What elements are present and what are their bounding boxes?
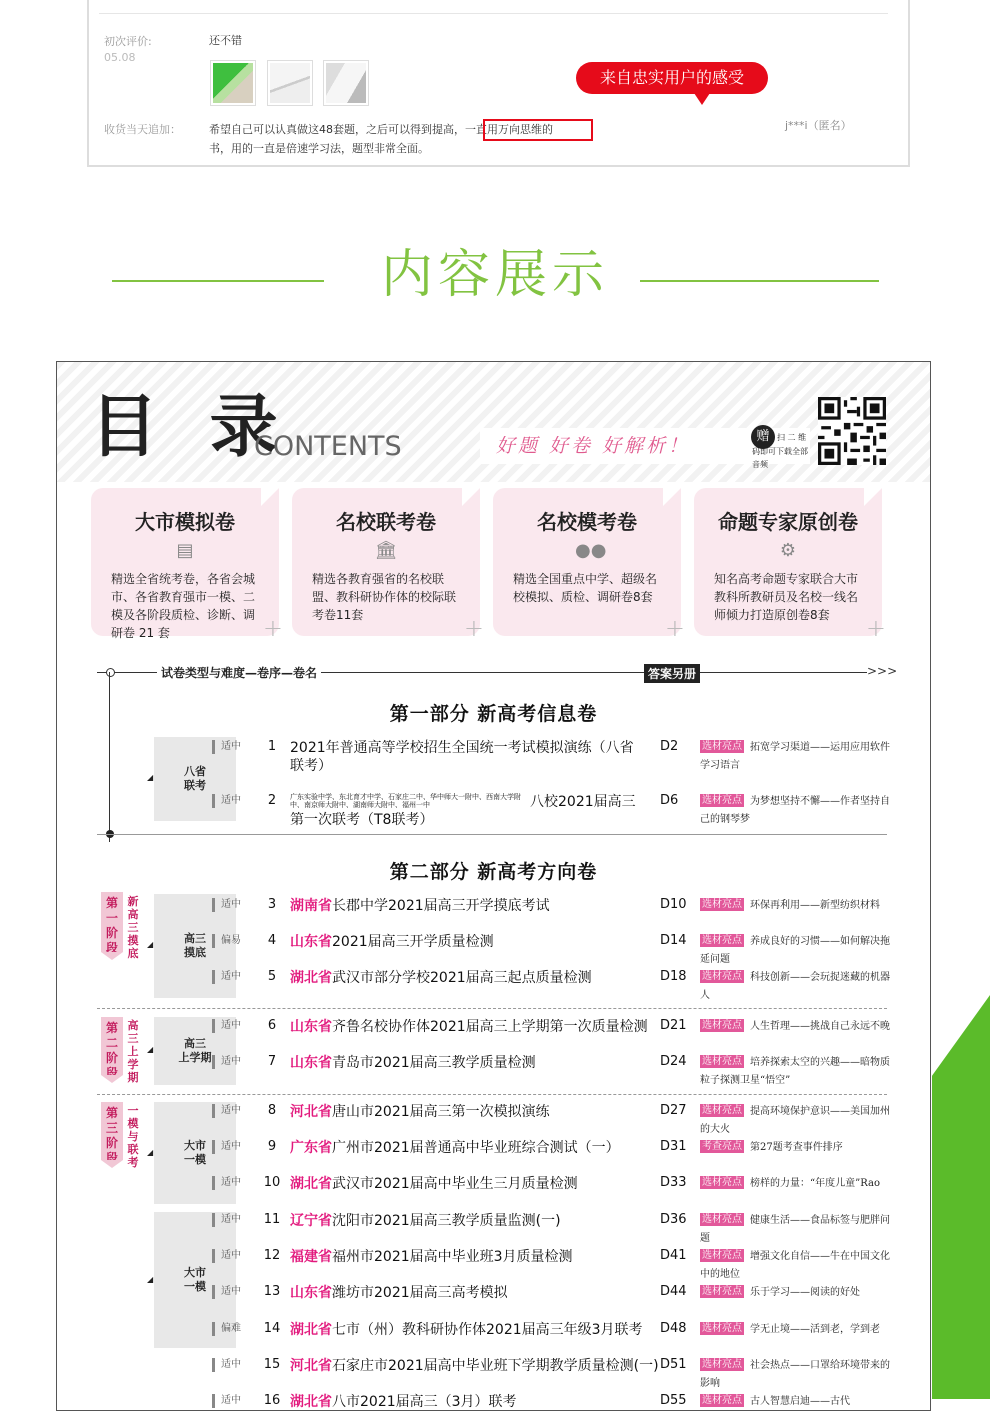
review-photo[interactable]	[323, 60, 369, 106]
paper-title	[290, 1284, 508, 1302]
paper-title-text: 青岛市2021届高三教学质量检测	[332, 1055, 536, 1071]
card-school-mock[interactable]	[493, 488, 685, 642]
stage-3-badge: 第三阶段	[101, 1102, 123, 1160]
answer-page-code: D48	[660, 1321, 687, 1336]
toc-row[interactable]	[57, 1103, 930, 1135]
highlight-tag: 选材亮点	[702, 1020, 742, 1031]
answer-page-code: D18	[660, 969, 687, 984]
province-name: 河北省	[290, 1358, 332, 1374]
answer-page-code: D24	[660, 1054, 687, 1069]
paper-title-text: 沈阳市2021届高三教学质量监测(一)	[332, 1213, 561, 1229]
answer-page-code: D27	[660, 1103, 687, 1118]
paper-title	[290, 1357, 659, 1375]
difficulty-tag: 适中	[212, 1394, 241, 1408]
answer-page-code: D10	[660, 897, 687, 912]
paper-title-text: 武汉市2021届高中毕业生三月质量检测	[332, 1176, 578, 1192]
highlight-note: 科技创新——会玩捉迷藏的机器人	[700, 972, 890, 1001]
highlight-note: 人生哲理——挑战自己永远不晚	[750, 1021, 890, 1032]
highlight-box	[483, 119, 593, 141]
toc-row[interactable]	[57, 1393, 930, 1413]
province-name: 湖北省	[290, 1322, 332, 1338]
part-2-heading: 第二部分 新高考方向卷	[389, 861, 598, 883]
paper-number: 12	[263, 1248, 281, 1263]
paper-title	[290, 793, 650, 829]
difficulty-tag: 适中	[212, 970, 241, 984]
toc-page	[56, 361, 931, 1411]
triangle-icon: ◢	[147, 1148, 154, 1157]
first-review-date: 05.08	[104, 51, 136, 64]
append-review-text: 希望自己可以认真做这48套题，之后可以得到提高，一直用万向思维的	[209, 123, 553, 136]
highlight-note: 增强文化自信——牛在中国文化中的地位	[700, 1251, 890, 1280]
answer-page-code: D21	[660, 1018, 687, 1033]
corner-fold	[663, 488, 681, 506]
paper-title-text: 长郡中学2021届高三开学摸底考试	[332, 898, 550, 914]
province-name: 山东省	[290, 1055, 332, 1071]
highlight-note: 乐于学习——阅读的好处	[750, 1287, 860, 1298]
difficulty-tag: 适中	[212, 1213, 241, 1227]
paper-number: 16	[263, 1393, 281, 1408]
user-feedback-bubble: 来自忠实用户的感受	[576, 62, 768, 94]
province-name: 湖北省	[290, 970, 332, 986]
triangle-icon: ◢	[147, 1045, 154, 1054]
corner-fold	[261, 488, 279, 506]
card-desc: 精选全国重点中学、超级名校模拟、质检、调研卷8套	[513, 572, 658, 604]
card-title: 大市模拟卷	[135, 510, 235, 534]
answer-page-code: D41	[660, 1248, 687, 1263]
school-list: 广东实验中学、东北育才中学、石家庄二中、华中师大一附中、西南大学附中、南京师大附中、湖南师大附中、福州一中	[290, 793, 521, 809]
qr-text-3: 音频	[752, 460, 768, 469]
province-name: 湖北省	[290, 1394, 332, 1410]
difficulty-tag: 适中	[212, 1019, 241, 1033]
card-expert-original[interactable]	[694, 488, 886, 642]
paper-title	[290, 739, 650, 775]
card-city-mock[interactable]	[91, 488, 283, 642]
green-accent	[932, 995, 990, 1399]
card-title: 名校模考卷	[537, 510, 637, 534]
plus-icon: +	[262, 614, 283, 642]
append-review-text-2: 书，用的一直是倍速学习法，题型非常全面。	[209, 142, 429, 155]
highlight-note: 拓宽学习渠道——运用应用软件学习语言	[700, 742, 890, 771]
province-name: 广东省	[290, 1140, 332, 1156]
first-review-text: 还不错	[209, 34, 242, 47]
toc-contents-label: CONTENTS	[254, 431, 402, 462]
paper-title-text: 八校2021届高三	[530, 794, 636, 810]
answer-page-code: D33	[660, 1175, 687, 1190]
qr-code-icon[interactable]	[818, 397, 886, 465]
toc-row[interactable]	[57, 1321, 930, 1341]
paper-title-text: 八市2021届高三（3月）联考	[332, 1394, 517, 1410]
gift-icon: 赠	[751, 425, 775, 449]
toc-row[interactable]	[57, 1054, 930, 1086]
answer-page-code: D31	[660, 1139, 687, 1154]
group-icon: ●●	[575, 540, 607, 561]
toc-row[interactable]	[57, 1175, 930, 1195]
difficulty-tag: 偏难	[212, 1322, 241, 1336]
highlight-note: 榜样的力量：“年度儿童”Rao	[750, 1178, 880, 1189]
plus-icon: +	[865, 614, 886, 642]
highlight-tag: 选材亮点	[702, 971, 742, 982]
highlight-note: 古人智慧启迪——古代	[750, 1396, 850, 1407]
highlight-note: 培养探索太空的兴趣——暗物质粒子探测卫星“悟空”	[700, 1057, 890, 1086]
part-1-heading: 第一部分 新高考信息卷	[389, 703, 598, 725]
highlight-note: 提高环境保护意识——美国加州的大火	[700, 1106, 890, 1135]
highlight-tag: 选材亮点	[702, 741, 742, 752]
paper-title	[290, 1393, 517, 1411]
highlight-tag: 选材亮点	[702, 1323, 742, 1334]
highlight-tag: 选材亮点	[702, 1359, 742, 1370]
gear-icon: ⚙	[779, 540, 797, 561]
paper-number: 15	[263, 1357, 281, 1372]
difficulty-tag: 适中	[212, 1104, 241, 1118]
answer-page-code: D51	[660, 1357, 687, 1372]
province-name: 山东省	[290, 1285, 332, 1301]
divider	[99, 13, 888, 14]
paper-number: 14	[263, 1321, 281, 1336]
paper-title-text: 潍坊市2021届高三高考模拟	[332, 1285, 508, 1301]
highlight-tag: 选材亮点	[702, 1177, 742, 1188]
qr-text-2: 码即可下载全部	[752, 447, 808, 456]
highlight-tag: 考查亮点	[702, 1141, 742, 1152]
highlight-tag: 选材亮点	[702, 1250, 742, 1261]
toc-row[interactable]	[57, 1357, 930, 1389]
slogan: 好题 好卷 好解析！	[480, 428, 810, 464]
highlight-note: 学无止境——活到老，学到老	[750, 1324, 880, 1335]
review-card	[87, 0, 910, 167]
paper-title-text: 石家庄市2021届高中毕业班下学期教学质量检测(一)	[332, 1358, 659, 1374]
corner-fold	[864, 488, 882, 506]
section-title: 内容展示	[380, 245, 609, 305]
paper-title-text: 福州市2021届高中毕业班3月质量检测	[332, 1249, 573, 1265]
answer-page-code: D14	[660, 933, 687, 948]
arrows: >>>	[867, 664, 898, 678]
paper-number: 2	[267, 793, 277, 808]
paper-number: 7	[267, 1054, 277, 1069]
difficulty-tag: 适中	[212, 1285, 241, 1299]
difficulty-tag: 适中	[212, 1055, 241, 1069]
province-name: 湖南省	[290, 898, 332, 914]
difficulty-tag: 适中	[212, 1249, 241, 1263]
card-title: 名校联考卷	[336, 510, 436, 534]
review-photo[interactable]	[267, 60, 313, 106]
paper-title-text-2: 联考）	[290, 758, 332, 774]
difficulty-tag: 偏易	[212, 934, 241, 948]
highlight-note: 环保再利用——新型纺织材料	[750, 900, 880, 911]
difficulty-tag: 适中	[212, 898, 241, 912]
highlight-note: 社会热点——口罩给环境带来的影响	[700, 1360, 890, 1389]
card-school-joint[interactable]	[292, 488, 484, 642]
paper-title	[290, 1139, 620, 1157]
highlight-tag: 选材亮点	[702, 1056, 742, 1067]
stage-1-badge: 第一阶段	[101, 892, 123, 952]
paper-number: 4	[267, 933, 277, 948]
plus-icon: +	[664, 614, 685, 642]
answer-page-code: D55	[660, 1393, 687, 1408]
answer-page-code: D6	[660, 793, 679, 808]
paper-title	[290, 1054, 536, 1072]
paper-title-text: 广州市2021届普通高中毕业班综合测试（一）	[332, 1140, 620, 1156]
paper-title	[290, 1018, 648, 1036]
stage-3-sub: 一模与联考	[127, 1104, 139, 1169]
group-label: 高三 上学期	[154, 1017, 236, 1085]
highlight-note: 第27题考查事件排序	[750, 1142, 843, 1153]
paper-title-text: 唐山市2021届高三第一次模拟演练	[332, 1104, 550, 1120]
group-label: 大市 一模	[154, 1102, 236, 1204]
paper-number: 1	[267, 739, 277, 754]
title-line-right	[640, 280, 879, 282]
toc-title: 目 录	[90, 388, 292, 467]
province-name: 山东省	[290, 934, 332, 950]
paper-title-text: 齐鲁名校协作体2021届高三上学期第一次质量检测	[332, 1019, 648, 1035]
highlight-note: 为梦想坚持不懈——作者坚持自己的钢琴梦	[700, 796, 890, 825]
highlight-tag: 选材亮点	[702, 899, 742, 910]
paper-title	[290, 969, 592, 987]
card-title: 命题专家原创卷	[718, 510, 858, 534]
province-name: 河北省	[290, 1104, 332, 1120]
difficulty-tag: 适中	[212, 1358, 241, 1372]
group-label: 高三 摸底	[154, 894, 236, 998]
highlight-tag: 选材亮点	[702, 1395, 742, 1406]
paper-title	[290, 897, 550, 915]
answer-booklet-label: 答案另册	[644, 664, 700, 683]
difficulty-tag: 适中	[212, 740, 241, 754]
paper-number: 3	[267, 897, 277, 912]
building-icon: 🏛	[374, 540, 398, 561]
axis-start-ring	[106, 668, 115, 677]
paper-title	[290, 933, 494, 951]
difficulty-tag: 适中	[212, 1176, 241, 1190]
stage-divider	[97, 1008, 887, 1009]
toc-row[interactable]	[57, 1139, 930, 1159]
paper-title	[290, 1248, 573, 1266]
card-desc: 精选各教育强省的名校联盟、教科研协作体的校际联考卷11套	[312, 572, 457, 622]
paper-number: 11	[263, 1212, 281, 1227]
triangle-icon: ◢	[147, 1275, 154, 1284]
answer-page-code: D2	[660, 739, 679, 754]
list-icon: ▤	[176, 540, 194, 561]
answer-page-code: D36	[660, 1212, 687, 1227]
group-label: 大市 一模	[154, 1212, 236, 1348]
paper-title-text: 2021届高三开学质量检测	[332, 934, 494, 950]
corner-fold	[462, 488, 480, 506]
highlight-note: 健康生活——食品标签与肥胖问题	[700, 1215, 890, 1244]
toc-row[interactable]	[57, 969, 930, 1001]
toc-row[interactable]	[57, 933, 930, 965]
paper-title	[290, 1175, 578, 1193]
toc-row[interactable]	[57, 739, 930, 774]
toc-row[interactable]	[57, 1018, 930, 1038]
card-desc: 精选全省统考卷，各省会城市、各省教育强市一模、二模及各阶段质检、诊断、调研卷 21 套	[111, 572, 256, 640]
triangle-icon: ◢	[147, 773, 154, 782]
part-divider	[97, 834, 887, 835]
paper-title	[290, 1212, 561, 1230]
paper-title-text: 武汉市部分学校2021届高三起点质量检测	[332, 970, 592, 986]
highlight-tag: 选材亮点	[702, 1286, 742, 1297]
paper-title-text-2: 第一次联考（T8联考）	[290, 812, 434, 828]
stage-1-sub: 新高三摸底	[127, 895, 139, 960]
paper-title-text: 七市（州）教科研协作体2021届高三年级3月联考	[332, 1322, 643, 1338]
qr-text-1: 扫 二 维	[777, 433, 807, 442]
reviewer-name: j***i（匿名）	[785, 119, 852, 132]
stage-2-badge: 第二阶段	[101, 1017, 123, 1075]
card-desc: 知名高考命题专家联合大市教科所教研员及名校一线名师倾力打造原创卷8套	[714, 572, 859, 622]
highlight-tag: 选材亮点	[702, 1214, 742, 1225]
toc-row[interactable]	[57, 1212, 930, 1244]
province-name: 湖北省	[290, 1176, 332, 1192]
toc-row[interactable]	[57, 793, 930, 828]
difficulty-tag: 适中	[212, 794, 241, 808]
stage-2-sub: 高三上学期	[127, 1019, 139, 1084]
paper-title	[290, 1103, 550, 1121]
highlight-tag: 选材亮点	[702, 935, 742, 946]
triangle-icon: ◢	[147, 940, 154, 949]
group-label: 八省 联考	[154, 737, 236, 821]
review-photo[interactable]	[210, 60, 256, 106]
highlight-tag: 选材亮点	[702, 1105, 742, 1116]
province-name: 福建省	[290, 1249, 332, 1265]
paper-number: 13	[263, 1284, 281, 1299]
paper-number: 9	[267, 1139, 277, 1154]
paper-number: 10	[263, 1175, 281, 1190]
plus-icon: +	[463, 614, 484, 642]
province-name: 山东省	[290, 1019, 332, 1035]
answer-page-code: D44	[660, 1284, 687, 1299]
highlight-note: 养成良好的习惯——如何解决拖延问题	[700, 936, 890, 965]
first-review-label: 初次评价:	[104, 35, 152, 48]
paper-number: 8	[267, 1103, 277, 1118]
paper-number: 6	[267, 1018, 277, 1033]
toc-row[interactable]	[57, 897, 930, 917]
province-name: 辽宁省	[290, 1213, 332, 1229]
stage-divider	[97, 1094, 887, 1095]
paper-number: 5	[267, 969, 277, 984]
difficulty-tag: 适中	[212, 1140, 241, 1154]
append-review-label: 收货当天追加：	[104, 123, 181, 136]
toc-row[interactable]	[57, 1284, 930, 1304]
paper-title	[290, 1321, 643, 1339]
paper-title-text: 2021年普通高等学校招生全国统一考试模拟演练（八省	[290, 740, 634, 756]
axis-label: 试卷类型与难度—卷序—卷名	[157, 664, 321, 681]
highlight-tag: 选材亮点	[702, 795, 742, 806]
